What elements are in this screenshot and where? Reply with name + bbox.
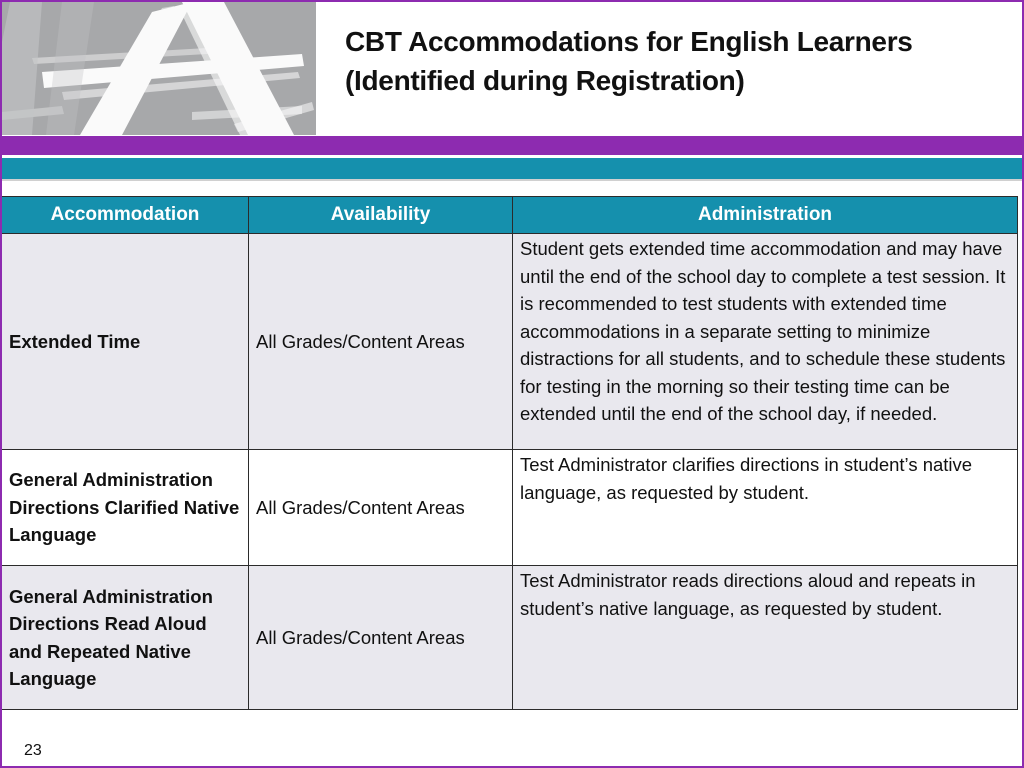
administration-cell: Test Administrator reads directions aloud and repeats in student’s native language, as requested by student. [513, 566, 1018, 710]
logo-a [2, 2, 316, 135]
slide-title-line-2: (Identified during Registration) [345, 65, 745, 96]
table-header-row [2, 197, 1018, 234]
administration-cell: Test Administrator clarifies directions in student’s native language, as requested by student. [513, 450, 1018, 566]
table-row [2, 450, 1018, 566]
header-administration: Administration [513, 197, 1018, 234]
table-row [2, 566, 1018, 710]
purple-accent-band [2, 136, 1022, 155]
page-number: 23 [24, 742, 42, 759]
slide-title-line-1: CBT Accommodations for English Learners [345, 26, 913, 57]
availability-cell: All Grades/Content Areas [249, 450, 513, 566]
band-shadow [2, 179, 1022, 181]
accommodation-cell: General Administration Directions Read Aloud and Repeated Native Language [2, 566, 249, 710]
accommodation-cell: Extended Time [2, 234, 249, 450]
accommodations-table [1, 196, 1018, 710]
header-accommodation: Accommodation [2, 197, 249, 234]
slide-title [345, 22, 1005, 100]
brush-a-logo-icon [2, 2, 316, 135]
accommodation-cell: General Administration Directions Clarified Native Language [2, 450, 249, 566]
table-row [2, 234, 1018, 450]
availability-cell: All Grades/Content Areas [249, 566, 513, 710]
availability-cell: All Grades/Content Areas [249, 234, 513, 450]
administration-cell: Student gets extended time accommodation and may have until the end of the school day to complete a test session. It is recommended to test students with extended time accommodations in a separate setting to minimize distractions for all students, and to schedule these students for testing in the morning so their testing time can be extended until the end of the school day, if needed. [513, 234, 1018, 450]
header-availability: Availability [249, 197, 513, 234]
teal-accent-band [2, 158, 1022, 179]
